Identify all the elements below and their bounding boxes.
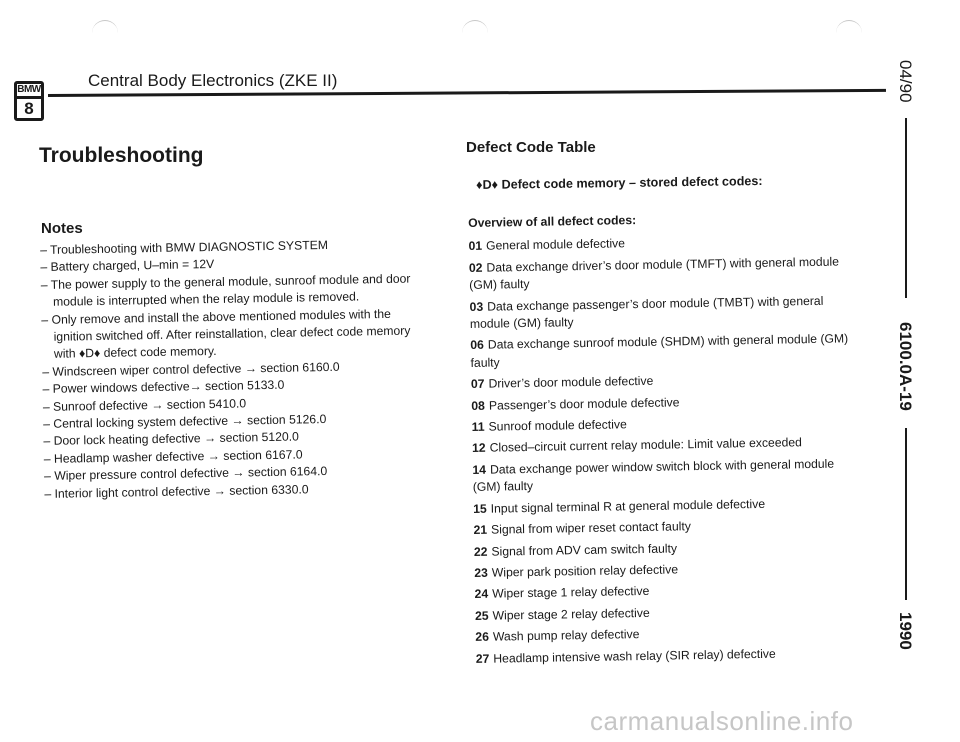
defect-code-item bbox=[473, 515, 863, 539]
note-item: – Troubleshooting with BMW DIAGNOSTIC SYSTEM bbox=[40, 237, 329, 257]
code-text: Data exchange power window switch block with general module (GM) faulty bbox=[472, 456, 835, 495]
defect-code-item bbox=[471, 369, 861, 393]
header-title: Central Body Electronics (ZKE II) bbox=[88, 71, 338, 90]
defect-code-item bbox=[475, 622, 865, 646]
punch-mark-left bbox=[92, 20, 118, 35]
defect-code-item bbox=[474, 537, 864, 561]
defect-code-item bbox=[471, 391, 861, 415]
code-text: Driver’s door module defective bbox=[488, 374, 654, 391]
code-number: 07 bbox=[470, 376, 485, 392]
code-number: 01 bbox=[468, 239, 483, 254]
note-item: – Sunroof defective → section 5410.0 bbox=[42, 396, 247, 414]
notes-list bbox=[40, 235, 434, 503]
code-text: Signal from wiper reset contact faulty bbox=[490, 519, 691, 537]
side-page-ref: 6100.0A-19 bbox=[896, 322, 915, 411]
code-number: 06 bbox=[470, 338, 484, 353]
defect-code-item bbox=[472, 455, 863, 497]
note-item: – The power supply to the general module, sunroof module and door module is interrupted when the relay module is removed. bbox=[40, 271, 411, 309]
code-number: 27 bbox=[475, 651, 490, 666]
note-item: – Door lock heating defective → section 5120.0 bbox=[43, 429, 299, 449]
note-item: – Interior light control defective → section 6330.0 bbox=[44, 482, 309, 501]
logo-number: 8 bbox=[24, 99, 34, 118]
code-number: 15 bbox=[473, 501, 487, 516]
note-item: – Windscreen wiper control defective → section 6160.0 bbox=[42, 359, 340, 379]
code-text: Signal from ADV cam switch faulty bbox=[491, 540, 678, 559]
defect-code-item bbox=[474, 579, 864, 603]
code-text: Sunroof module defective bbox=[488, 417, 627, 434]
bmw-logo bbox=[14, 81, 44, 121]
code-text: Data exchange sunroof module (SHDM) with general module (GM) faulty bbox=[470, 331, 849, 370]
code-text: Wash pump relay defective bbox=[492, 627, 640, 644]
code-number: 08 bbox=[471, 398, 486, 413]
note-item: – Central locking system defective → section 5126.0 bbox=[43, 412, 327, 432]
defect-code-item bbox=[470, 331, 861, 373]
punch-mark-right bbox=[836, 20, 862, 35]
defect-code-item bbox=[476, 644, 866, 668]
defect-code-item bbox=[468, 232, 858, 256]
side-date: 04/90 bbox=[896, 60, 915, 103]
code-number: 24 bbox=[474, 587, 489, 602]
site-watermark: carmanualsonline.info bbox=[590, 706, 854, 736]
defect-code-item bbox=[473, 494, 863, 518]
code-number: 22 bbox=[473, 544, 488, 559]
code-number: 26 bbox=[475, 629, 490, 645]
page-title: Troubleshooting bbox=[39, 144, 204, 167]
code-text: Data exchange passenger’s door module (TMBT) with general module (GM) faulty bbox=[469, 293, 824, 332]
logo-brand: BMW bbox=[17, 84, 41, 99]
code-text: Headlamp intensive wash relay (SIR relay) defective bbox=[493, 646, 776, 666]
defect-memory-line: ♦D♦ Defect code memory – stored defect codes: bbox=[476, 173, 763, 192]
code-number: 12 bbox=[471, 441, 486, 456]
note-item: – Wiper pressure control defective → section 6164.0 bbox=[43, 464, 328, 484]
note-item: – Headlamp washer defective → section 6167.0 bbox=[43, 447, 303, 466]
code-text: Input signal terminal R at general module defective bbox=[490, 496, 766, 516]
side-rule-2 bbox=[905, 428, 907, 600]
code-number: 11 bbox=[471, 419, 485, 435]
defect-code-item bbox=[469, 292, 860, 334]
defect-table-heading: Defect Code Table bbox=[466, 139, 596, 156]
punch-mark-center bbox=[462, 20, 488, 35]
code-number: 23 bbox=[474, 565, 488, 580]
defect-code-item bbox=[469, 253, 860, 295]
side-year: 1990 bbox=[896, 612, 915, 650]
code-text: General module defective bbox=[485, 236, 626, 254]
code-text: Wiper stage 2 relay defective bbox=[492, 605, 650, 623]
defect-code-item bbox=[472, 412, 862, 436]
code-number: 02 bbox=[468, 260, 483, 275]
defect-code-item bbox=[475, 601, 865, 625]
defect-code-item bbox=[472, 434, 862, 458]
code-number: 21 bbox=[473, 522, 488, 538]
defect-code-item bbox=[474, 558, 864, 582]
overview-heading: Overview of all defect codes: bbox=[468, 213, 637, 230]
defect-code-list bbox=[468, 208, 866, 672]
code-text: Wiper park position relay defective bbox=[491, 562, 679, 580]
note-item: – Only remove and install the above mentioned modules with the ignition switched off. After reinstallation, clear defect code memory with ♦D♦ defect code memory. bbox=[41, 306, 411, 362]
code-number: 25 bbox=[474, 608, 489, 623]
code-number: 14 bbox=[472, 462, 487, 477]
code-text: Data exchange driver’s door module (TMFT) with general module (GM) faulty bbox=[469, 254, 840, 293]
code-text: Passenger’s door module defective bbox=[488, 394, 680, 413]
side-rule-1 bbox=[905, 118, 907, 298]
code-text: Closed–circuit current relay module: Limit value exceeded bbox=[489, 435, 803, 456]
code-number: 03 bbox=[469, 299, 484, 314]
code-text: Wiper stage 1 relay defective bbox=[492, 584, 650, 601]
notes-heading: Notes bbox=[41, 220, 83, 237]
note-item: – Power windows defective→ section 5133.0 bbox=[42, 378, 285, 397]
note-item: – Battery charged, U–min = 12V bbox=[40, 257, 215, 275]
